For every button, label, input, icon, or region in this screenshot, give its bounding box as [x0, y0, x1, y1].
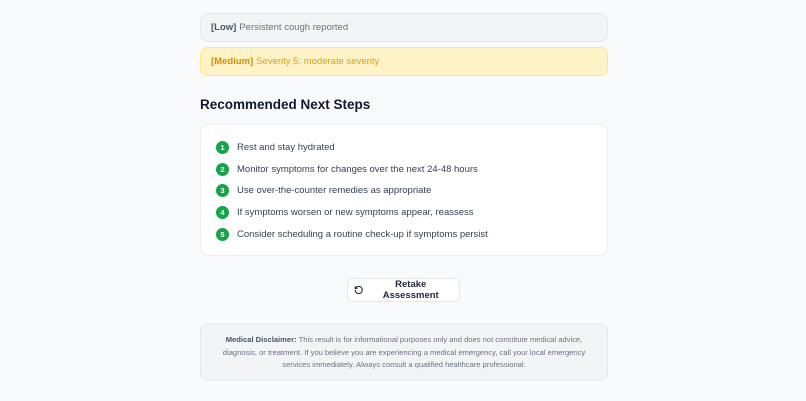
step-text: Monitor symptoms for changes over the next 24-48 hours: [237, 164, 478, 175]
disclaimer-lead: Medical Disclaimer:: [225, 335, 297, 344]
step-number-badge: 3: [216, 184, 229, 197]
step-text: Use over-the-counter remedies as appropriate: [237, 185, 432, 196]
retake-assessment-button[interactable]: [347, 278, 460, 302]
step-text: Consider scheduling a routine check-up if symptoms persist: [237, 229, 488, 240]
step-text: Rest and stay hydrated: [237, 142, 335, 153]
step-item: [216, 228, 488, 241]
step-text: If symptoms worsen or new symptoms appear, reassess: [237, 207, 474, 218]
medical-disclaimer: [200, 323, 608, 381]
finding-medium: [200, 47, 608, 76]
disclaimer-text: This result is for informational purposes only and does not constitute medical advice, diagnosis, or treatment. If you believe you are experiencing a medical emergency, call your local emergency services immediately. Always consult a qualified healthcare professional.: [222, 335, 586, 369]
next-steps-card: [200, 124, 608, 256]
finding-text: Severity 5: moderate severity: [256, 56, 380, 67]
step-item: [216, 184, 431, 197]
step-number-badge: 1: [216, 141, 229, 154]
next-steps-heading: Recommended Next Steps: [200, 97, 371, 112]
step-item: [216, 163, 478, 176]
step-item: [216, 206, 474, 219]
step-number-badge: 5: [216, 228, 229, 241]
finding-low: [200, 13, 608, 42]
finding-text: Persistent cough reported: [239, 22, 349, 33]
rotate-ccw-icon: [354, 285, 363, 295]
step-number-badge: 4: [216, 206, 229, 219]
finding-level: [Low]: [211, 22, 237, 33]
finding-level: [Medium]: [211, 56, 254, 67]
step-number-badge: 2: [216, 163, 229, 176]
retake-label: Retake Assessment: [382, 279, 439, 301]
step-item: [216, 141, 335, 154]
